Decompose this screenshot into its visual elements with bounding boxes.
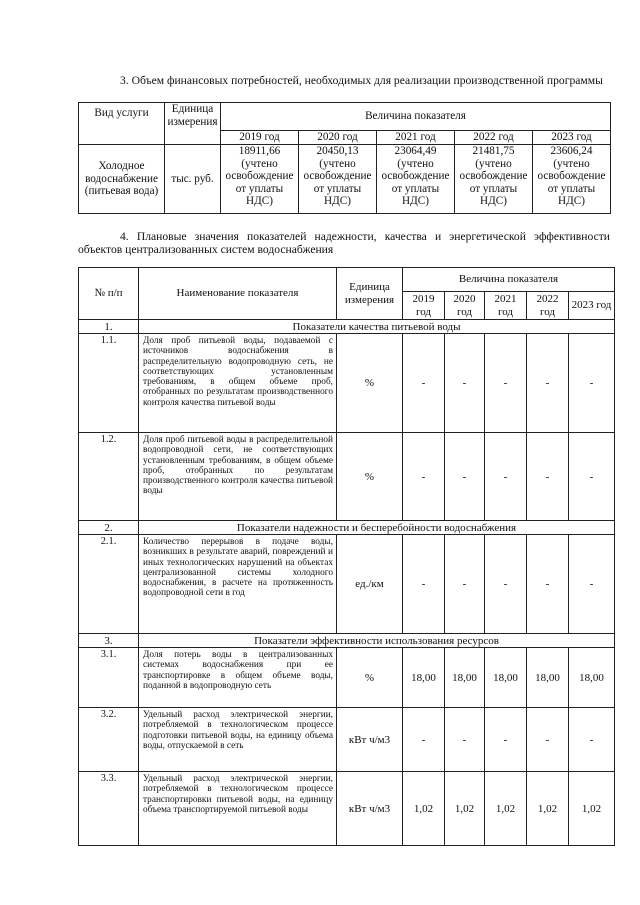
row-value: 18,00: [569, 648, 615, 708]
table-row: [79, 433, 615, 521]
year-header: 2020 год: [445, 292, 485, 320]
year-header: 2023 год: [533, 131, 611, 145]
row-value: 1,02: [569, 772, 615, 846]
table-row: [79, 648, 615, 708]
unit-cell: тыс. руб.: [165, 145, 221, 214]
group-row: [79, 320, 615, 334]
row-value: 1,02: [403, 772, 445, 846]
year-header: 2020 год: [299, 131, 377, 145]
row-value: -: [485, 433, 527, 521]
row-num: 3.1.: [79, 648, 139, 708]
row-value: -: [527, 708, 569, 772]
year-header: 2019 год: [221, 131, 299, 145]
row-value: -: [569, 535, 615, 634]
row-num: 3.2.: [79, 708, 139, 772]
row-value: 1,02: [485, 772, 527, 846]
row-value: -: [445, 535, 485, 634]
row-value: -: [403, 433, 445, 521]
row-value: -: [445, 708, 485, 772]
group-num: 2.: [79, 521, 139, 535]
table-row: [79, 334, 615, 433]
row-value: -: [485, 334, 527, 433]
indicators-table: [78, 267, 615, 846]
col-header-name: Наименование показателя: [139, 268, 337, 320]
row-num: 3.3.: [79, 772, 139, 846]
group-num: 3.: [79, 634, 139, 648]
value-cell: 21481,75 (учтено освобождение от уплаты НДС): [455, 145, 533, 214]
row-unit: %: [337, 648, 403, 708]
group-num: 1.: [79, 320, 139, 334]
row-value: -: [403, 334, 445, 433]
group-row: [79, 634, 615, 648]
row-value: -: [403, 708, 445, 772]
year-header: 2023 год: [569, 292, 615, 320]
table-row: [79, 708, 615, 772]
section-4-heading: 4. Плановые значения показателей надежности, качества и энергетической эффективности объектов централизованных систем водоснабжения: [78, 230, 610, 256]
section-3-heading: 3. Объем финансовых потребностей, необходимых для реализации производственной программы: [120, 74, 603, 87]
row-unit: %: [337, 433, 403, 521]
financial-needs-table: [78, 102, 611, 214]
row-unit: кВт ч/м3: [337, 708, 403, 772]
row-num: 1.2.: [79, 433, 139, 521]
row-value: 18,00: [527, 648, 569, 708]
group-title: Показатели качества питьевой воды: [139, 320, 615, 334]
table-row: [79, 772, 615, 846]
row-value: -: [527, 334, 569, 433]
group-title: Показатели надежности и бесперебойности водоснабжения: [139, 521, 615, 535]
group-row: [79, 521, 615, 535]
row-value: 18,00: [445, 648, 485, 708]
row-value: -: [445, 334, 485, 433]
value-cell: 18911,66 (учтено освобождение от уплаты НДС): [221, 145, 299, 214]
row-value: -: [569, 334, 615, 433]
table-row: [79, 535, 615, 634]
row-value: -: [445, 433, 485, 521]
year-header: 2022 год: [455, 131, 533, 145]
row-name: Доля проб питьевой воды в распределительной водопроводной сети, не соответствующих установленным требованиям, в общем объеме проб, отобранных по результатам производственного контроля качества питьевой воды: [139, 433, 337, 521]
year-header: 2022 год: [527, 292, 569, 320]
year-header: 2019 год: [403, 292, 445, 320]
year-header: 2021 год: [377, 131, 455, 145]
row-name: Удельный расход электрической энергии, потребляемой в технологическом процессе подготовки питьевой воды, на единицу объема воды, отпускаемой в сеть: [139, 708, 337, 772]
row-unit: ед./км: [337, 535, 403, 634]
row-num: 1.1.: [79, 334, 139, 433]
row-value: 1,02: [445, 772, 485, 846]
row-value: -: [485, 535, 527, 634]
col-header-unit: Единица измерения: [165, 103, 221, 145]
row-value: -: [485, 708, 527, 772]
value-cell: 23064,49 (учтено освобождение от уплаты НДС): [377, 145, 455, 214]
col-header-num: № п/п: [79, 268, 139, 320]
row-value: -: [569, 433, 615, 521]
row-name: Доля проб питьевой воды, подаваемой с источников водоснабжения в распределительную водопроводную сеть, не соответствующих установленным требованиям, в общем объеме проб, отобранных по результатам производственного контроля качества питьевой воды: [139, 334, 337, 433]
group-title: Показатели эффективности использования ресурсов: [139, 634, 615, 648]
row-name: Количество перерывов в подаче воды, возникших в результате аварий, повреждений и иных технологических нарушений на объектах централизованной системы холодного водоснабжения, в расчете на протяженность водопроводной сети в год: [139, 535, 337, 634]
value-cell: 20450,13 (учтено освобождение от уплаты НДС): [299, 145, 377, 214]
row-value: 18,00: [485, 648, 527, 708]
col-header-unit: Единица измерения: [337, 268, 403, 320]
service-name: Холодное водоснабжение (питьевая вода): [79, 145, 165, 214]
row-name: Удельный расход электрической энергии, потребляемой в технологическом процессе транспортировки питьевой воды, на единицу объема транспортируемой питьевой воды: [139, 772, 337, 846]
row-value: 18,00: [403, 648, 445, 708]
row-value: 1,02: [527, 772, 569, 846]
value-cell: 23606,24 (учтено освобождение от уплаты НДС): [533, 145, 611, 214]
col-header-service: Вид услуги: [79, 103, 165, 145]
year-header: 2021 год: [485, 292, 527, 320]
row-value: -: [527, 433, 569, 521]
row-name: Доля потерь воды в централизованных системах водоснабжения при ее транспортировке в общем объеме воды, поданной в водопроводную сеть: [139, 648, 337, 708]
row-num: 2.1.: [79, 535, 139, 634]
row-unit: %: [337, 334, 403, 433]
col-header-value: Величина показателя: [403, 268, 615, 292]
row-value: -: [403, 535, 445, 634]
row-value: -: [569, 708, 615, 772]
col-header-value: Величина показателя: [221, 103, 611, 131]
row-unit: кВт ч/м3: [337, 772, 403, 846]
row-value: -: [527, 535, 569, 634]
